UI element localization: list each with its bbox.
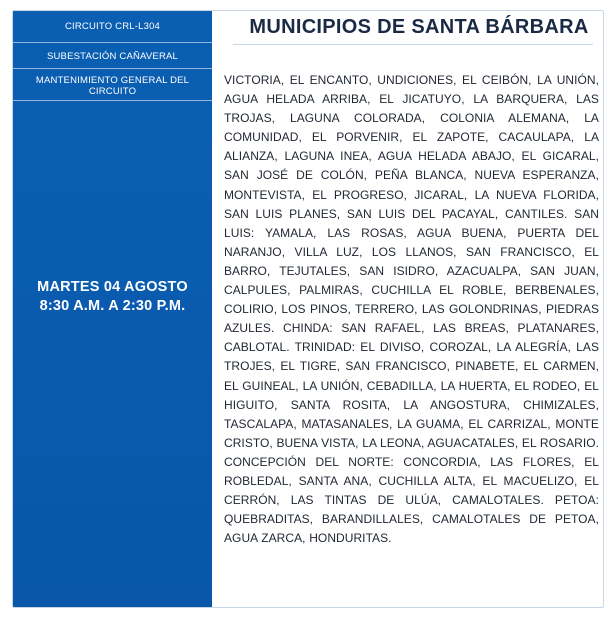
- schedule-time: 8:30 A.M. A 2:30 P.M.: [39, 298, 186, 314]
- outage-notice-card: [12, 10, 604, 608]
- circuit-info-panel: [13, 11, 212, 607]
- divider: [13, 68, 212, 69]
- affected-localities-list: VICTORIA, EL ENCANTO, UNDICIONES, EL CEIBÓN, LA UNIÓN, AGUA HELADA ARRIBA, EL JICATUYO, LA BARQUERA, LAS TROJAS, LAGUNA COLORADA, COLONIA ALEMANA, LA COMUNIDAD, EL PORVENIR, EL ZAPOTE, CACAULAPA, LA ALIANZA, LAGUNA INEA, AGUA HELADA ABAJO, EL GICARAL, SAN JOSÉ DE COLÓN, PEÑA BLANCA, NUEVA ESPERANZA, MONTEVISTA, EL PROGRESO, JICARAL, LA NUEVA FLORIDA, SAN LUIS PLANES, SAN LUIS DEL PACAYAL, CANTILES. SAN LUIS: YAMALA, LAS ROSAS, AGUA BUENA, PUERTA DEL NARANJO, VILLA LUZ, LOS LLANOS, SAN FRANCISCO, EL BARRO, TEJUTALES, SAN ISIDRO, AZACUALPA, SAN JUAN, CALPULES, PALMIRAS, CUCHILLA EL ROBLE, BERBENALES, COLIRIO, LOS PINOS, TERRERO, LAS GOLONDRINAS, PIEDRAS AZULES. CHINDA: SAN RAFAEL, LAS BREAS, PLATANARES, CABLOTAL. TRINIDAD: EL DIVISO, COROZAL, LA ALEGRÍA, LAS TROJES, EL TIGRE, SAN FRANCISCO, PINABETE, EL CARMEN, EL GUINEAL, LA UNIÓN, CEBADILLA, LA HUERTA, EL RODEO, EL HIGUITO, SANTA ROSITA, LA ANGOSTURA, CHIMIZALES, TASCALAPA, MATASANALES, LA GUAMA, EL CARRIZAL, MONTE CRISTO, BUENA VISTA, LA LEONA, AGUACATALES, EL ROSARIO. CONCEPCIÓN DEL NORTE: CONCORDIA, LAS FLORES, EL ROBLEDAL, SANTA ANA, CUCHILLA ALTA, EL MACUELIZO, EL CERRÓN, LAS TINTAS DE ULÚA, CAMALOTALES. PETOA: QUEBRADITAS, BARANDILLALES, CAMALOTALES DE PETOA, AGUA ZARCA, HONDURITAS.: [224, 73, 599, 546]
- page-title: MUNICIPIOS DE SANTA BÁRBARA: [249, 16, 589, 38]
- maintenance-type: MANTENIMIENTO GENERAL DEL CIRCUITO: [35, 74, 190, 97]
- substation-name: SUBESTACIÓN CAÑAVERAL: [46, 50, 179, 62]
- circuit-code: CIRCUITO CRL-L304: [64, 21, 161, 32]
- schedule: [13, 278, 212, 316]
- divider: [13, 42, 212, 43]
- title-divider: [233, 44, 593, 45]
- divider: [13, 100, 212, 101]
- schedule-date: MARTES 04 AGOSTO: [37, 279, 188, 295]
